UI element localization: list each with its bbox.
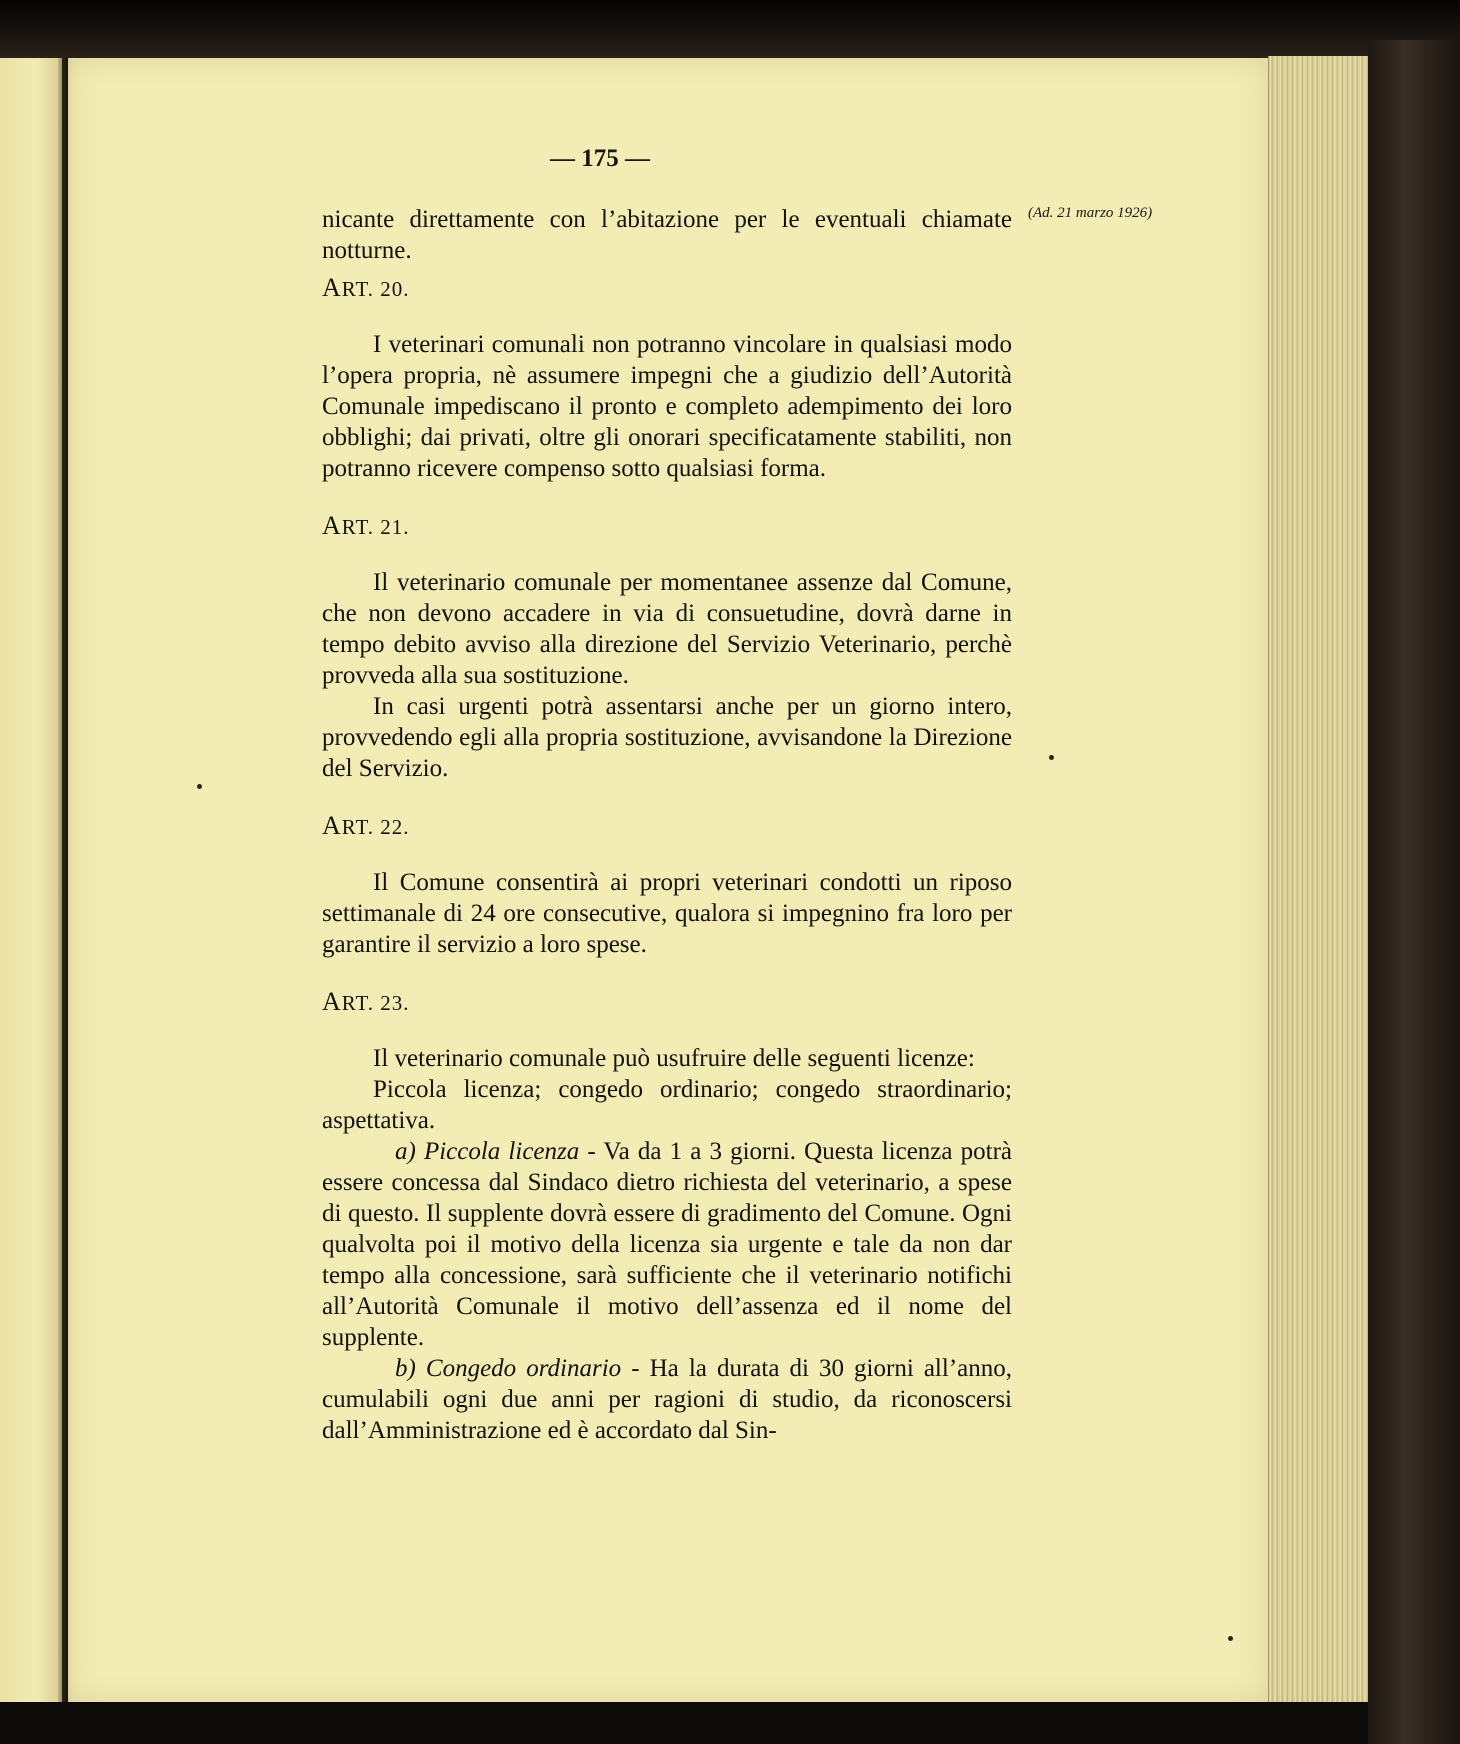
article-heading: ART. 20. <box>322 273 410 302</box>
paragraph: a) Piccola licenza - Va da 1 a 3 giorni. Questa licenza potrà essere concessa dal Sindaco dietro richiesta del veterinario, a spese di questo. Il supplente dovrà essere di gradimento del Comune. Ogni qualvolta poi il motivo della licenza sia urgente e tale da non dar tempo alla concessione, sarà sufficiente che il veterinario notifichi all’Autorità Comunale il motivo dell’assenza ed il nome del supplente. <box>322 1138 1012 1351</box>
list-label: a) <box>395 1138 424 1165</box>
facing-page-edge <box>0 58 62 1702</box>
margin-note: (Ad. 21 marzo 1926) <box>1028 205 1153 221</box>
paragraph: In casi urgenti potrà assentarsi anche per un giorno intero, provvedendo egli alla propria sostituzione, avvisandone la Direzione del Servizio. <box>322 693 1012 782</box>
page-block-edges <box>1268 56 1369 1706</box>
article-heading: ART. 21. <box>322 511 410 540</box>
paragraph: Il Comune consentirà ai propri veterinari condotti un riposo settimanale di 24 ore consecutive, qualora si impegnino fra loro per garantire il servizio a loro spese. <box>322 869 1012 958</box>
page-body-text <box>322 204 1012 1446</box>
paragraph: b) Congedo ordinario - Ha la durata di 30 giorni all’anno, cumulabili ogni due anni per ragioni di studio, da riconoscersi dall’Amministrazione ed è accordato dal Sin- <box>322 1355 1012 1444</box>
scan-background <box>0 1702 1368 1744</box>
ink-speck <box>1228 1636 1233 1641</box>
book-binding-top <box>0 0 1460 58</box>
paragraph: Il veterinario comunale per momentanee assenze dal Comune, che non devono accadere in via di consuetudine, dovrà darne in tempo debito avviso alla direzione del Servizio Veterinario, perchè provveda alla sua sostituzione. <box>322 569 1012 689</box>
article-heading: ART. 23. <box>322 987 410 1016</box>
paragraph: Il veterinario comunale può usufruire delle seguenti licenze: <box>373 1045 975 1072</box>
article-heading: ART. 22. <box>322 811 410 840</box>
spine-shadow <box>58 58 72 1702</box>
book-cover <box>1368 40 1460 1744</box>
paragraph: nicante direttamente con l’abitazione per le eventuali chiamate notturne. <box>322 206 1012 264</box>
list-label: b) <box>395 1355 426 1382</box>
paragraph: I veterinari comunali non potranno vincolare in qualsiasi modo l’opera propria, nè assumere impegni che a giudizio dell’Autorità Comunale impediscano il pronto e completo adempimento dei loro obblighi; dai privati, oltre gli onorari specificatamente stabiliti, non potranno ricevere compenso sotto qualsiasi forma. <box>322 331 1012 482</box>
page-number: — 175 — <box>550 145 650 172</box>
license-term: Piccola licenza <box>423 1138 580 1165</box>
license-term: Congedo ordinario <box>425 1355 622 1382</box>
paragraph: Piccola licenza; congedo ordinario; congedo straordinario; aspettativa. <box>322 1076 1012 1134</box>
ink-speck <box>1049 755 1054 760</box>
ink-speck <box>197 784 202 789</box>
